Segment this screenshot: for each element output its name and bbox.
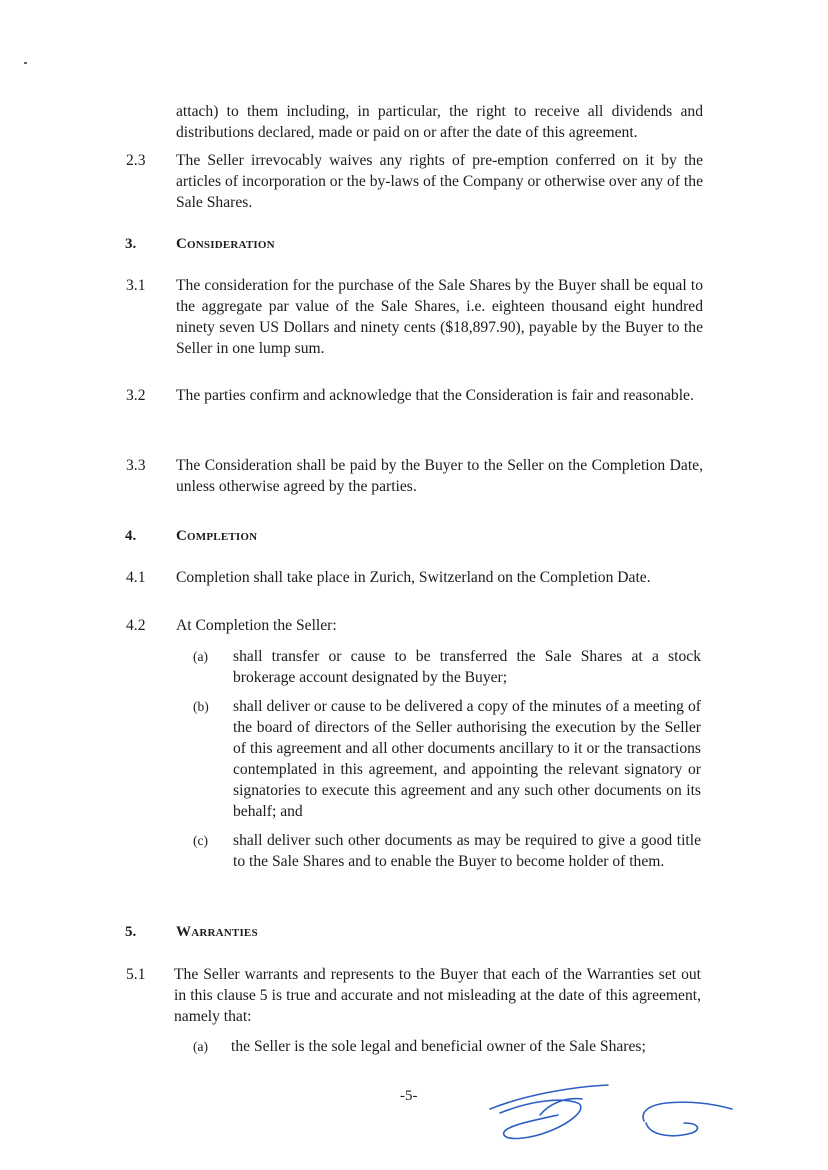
section-number: 5. (125, 924, 137, 940)
clause-number: 3.3 (126, 457, 146, 474)
clause-2-2-continuation: attach) to them including, in particular, the right to receive all dividends and distributions declared, made or paid on or after the date of this agreement. (176, 103, 703, 141)
clause-3-3-text: The Consideration shall be paid by the Buyer to the Seller on the Completion Date, unless otherwise agreed by the parties. (176, 457, 703, 495)
page-number: -5- (400, 1088, 418, 1104)
signature-initials-icon (470, 1075, 770, 1155)
sub-item-label: (a) (193, 1039, 208, 1054)
sub-item-4-2-b: shall deliver or cause to be delivered a copy of the minutes of a meeting of the board of directors of the Seller authorising the execution by the Seller of this agreement and all other documents ancillary to it or the transactions contemplated in this agreement, and appointing the relevant signatory or signatories to execute this agreement and any such other documents on its behalf; and (233, 698, 701, 820)
clause-number: 3.1 (126, 277, 146, 294)
clause-3-2-text: The parties confirm and acknowledge that the Consideration is fair and reasonable. (176, 387, 694, 404)
sub-item-5-1-a: the Seller is the sole legal and beneficial owner of the Sale Shares; (231, 1038, 646, 1055)
section-number: 3. (125, 236, 137, 252)
section-heading-consideration: Consideration (176, 236, 275, 252)
clause-number: 4.1 (126, 569, 146, 586)
clause-5-1-text: The Seller warrants and represents to the Buyer that each of the Warranties set out in this clause 5 is true and accurate and not misleading at the date of this agreement, namely that: (174, 966, 701, 1025)
clause-3-1-text: The consideration for the purchase of the Sale Shares by the Buyer shall be equal to the aggregate par value of the Sale Shares, i.e. eighteen thousand eight hundred ninety seven US Dollars and ninety cents ($18,897.90), payable by the Buyer to the Seller in one lump sum. (176, 277, 703, 357)
sub-item-label: (b) (193, 699, 209, 714)
sub-item-4-2-c: shall deliver such other documents as may be required to give a good title to the Sale Shares and to enable the Buyer to become holder of them. (233, 832, 701, 870)
section-number: 4. (125, 528, 137, 544)
section-heading-completion: Completion (176, 528, 258, 544)
clause-4-1-text: Completion shall take place in Zurich, Switzerland on the Completion Date. (176, 569, 651, 586)
sub-item-label: (c) (193, 833, 208, 848)
clause-number: 3.2 (126, 387, 146, 404)
clause-4-2-text: At Completion the Seller: (176, 617, 337, 634)
clause-number: 4.2 (126, 617, 146, 634)
clause-number: 2.3 (126, 152, 146, 169)
scan-artifact (24, 62, 27, 64)
clause-number: 5.1 (126, 966, 146, 983)
sub-item-label: (a) (193, 649, 208, 664)
clause-2-3-text: The Seller irrevocably waives any rights of pre-emption conferred on it by the articles of incorporation or the by-laws of the Company or otherwise over any of the Sale Shares. (176, 152, 703, 211)
section-heading-warranties: Warranties (176, 924, 258, 940)
sub-item-4-2-a: shall transfer or cause to be transferred the Sale Shares at a stock brokerage account designated by the Buyer; (233, 648, 701, 686)
